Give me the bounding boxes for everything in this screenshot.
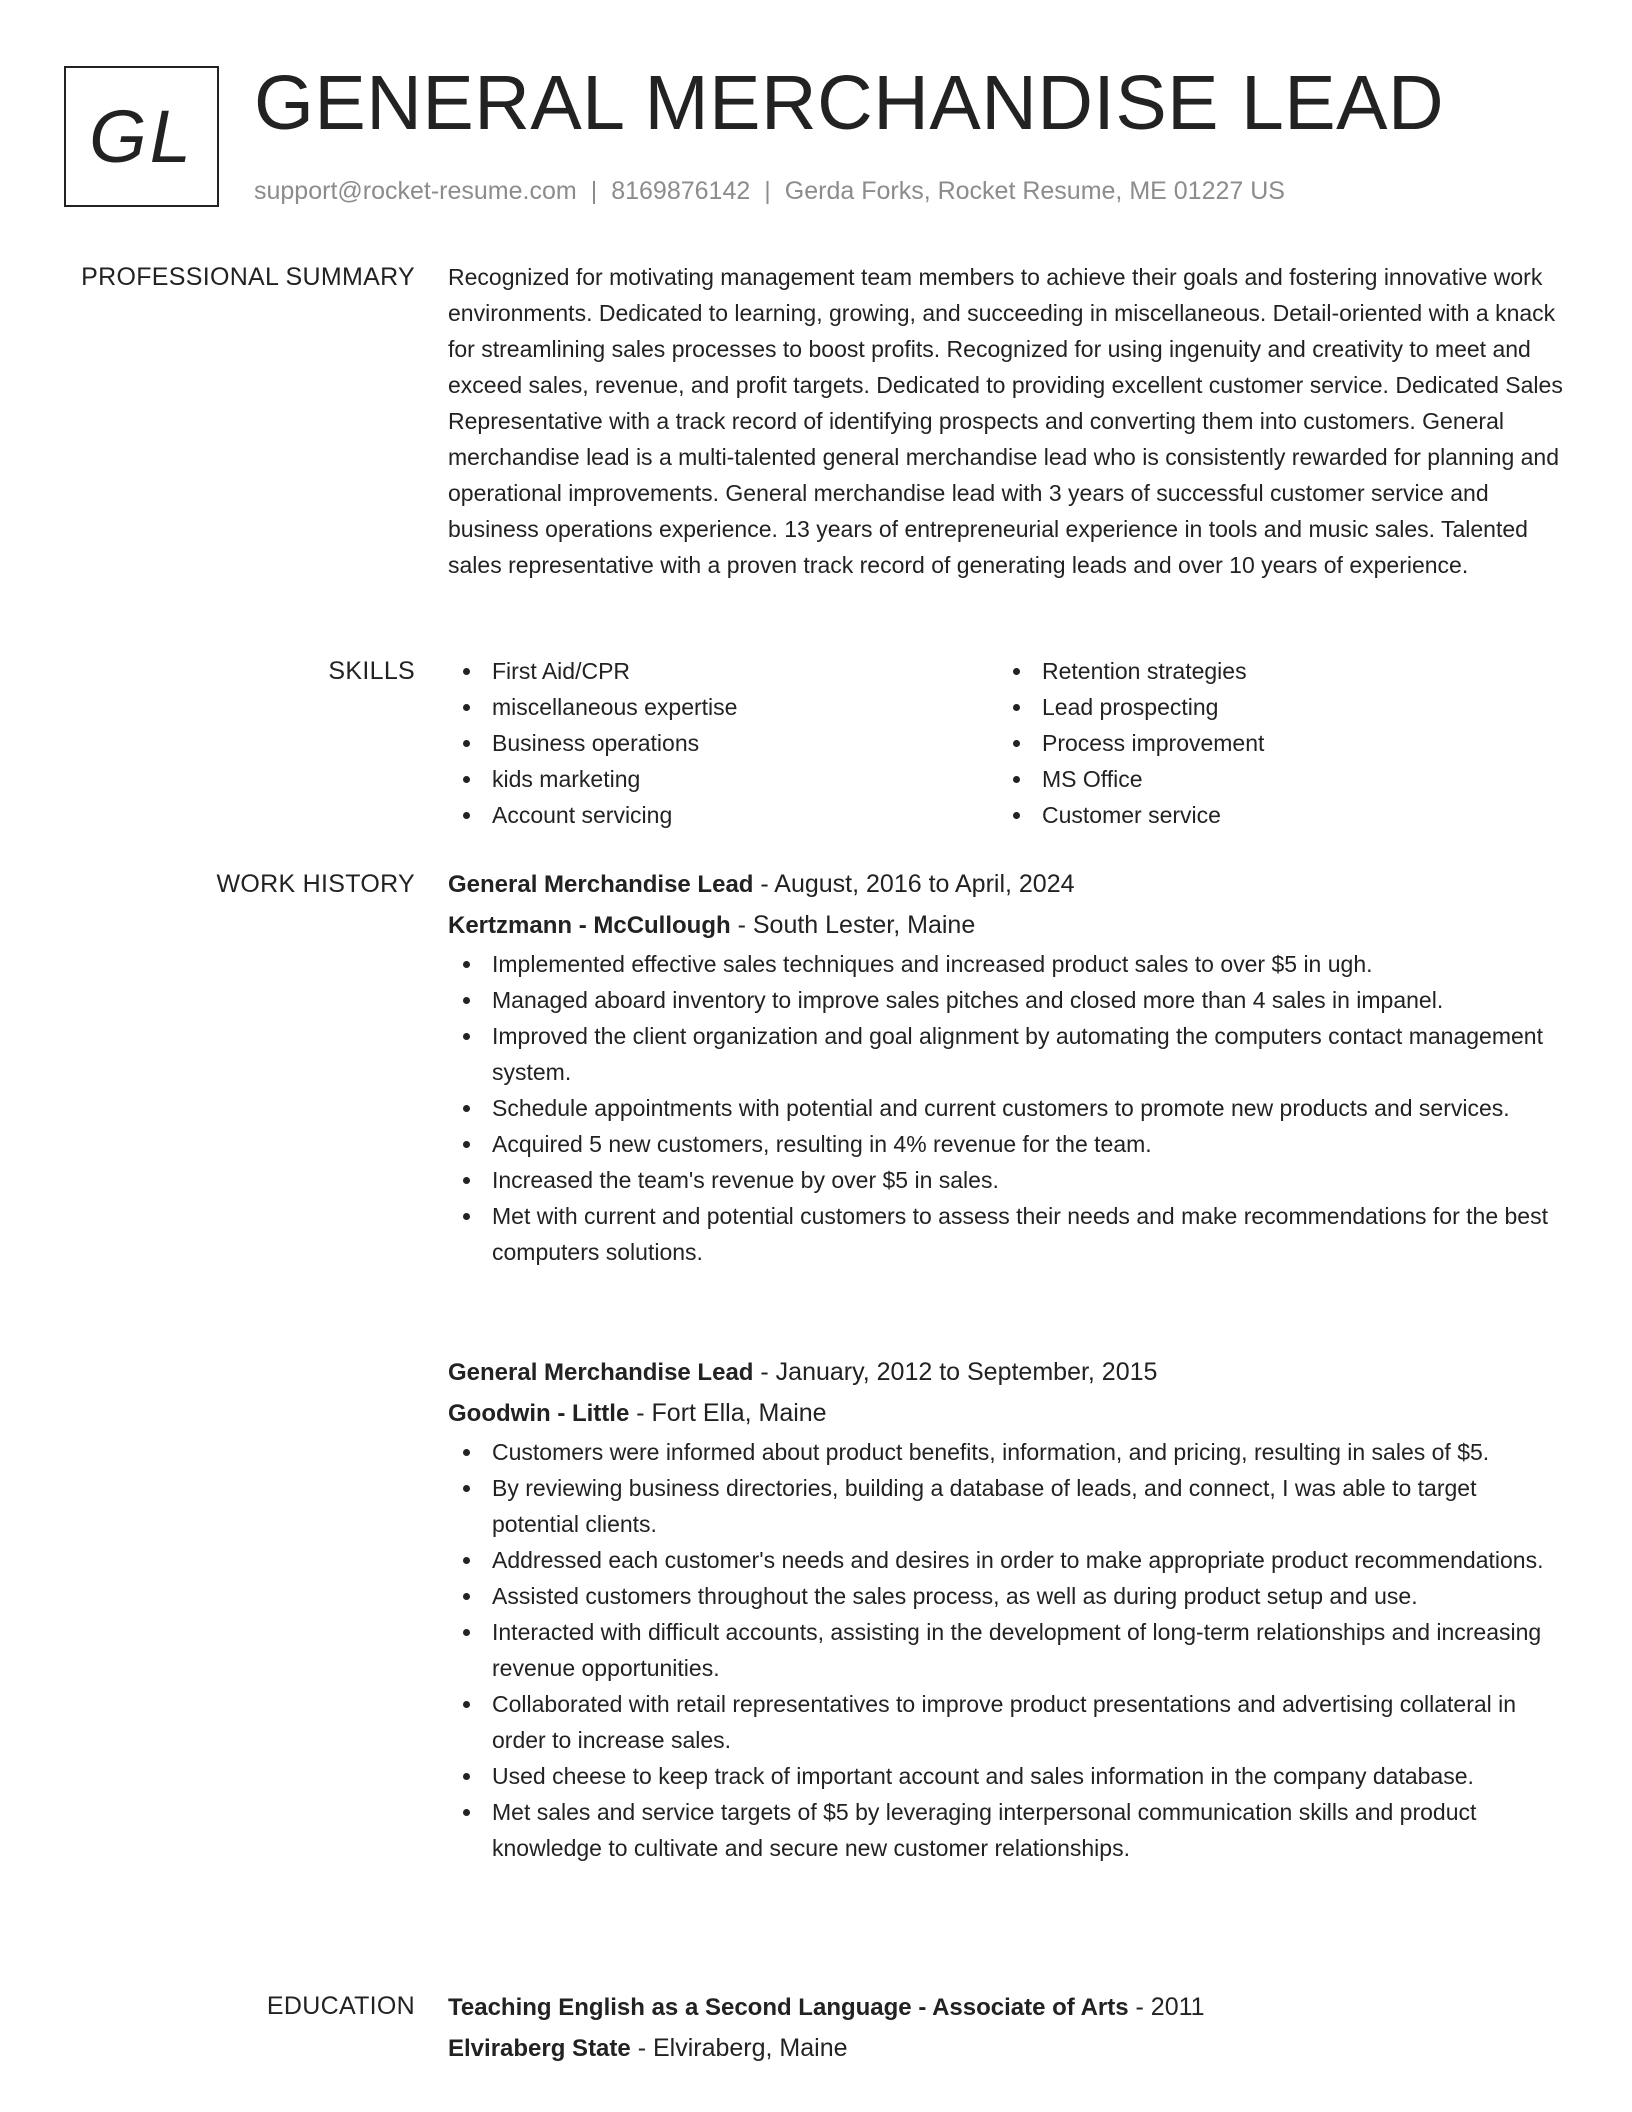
separator: |: [590, 177, 598, 205]
school: Elviraberg State: [448, 2035, 631, 2062]
list-item: Schedule appointments with potential and current customers to promote new products and services.: [448, 1090, 1564, 1126]
summary-text: Recognized for motivating management team members to achieve their goals and fostering innovative work environments. Dedicated to learning, growing, and succeeding in miscellaneous. Detail-oriented with a knack for streamlining sales processes to boost profits. Recognized for using ingenuity and creativity to meet and exceed sales, revenue, and profit targets. Dedicated to providing excellent customer service. Dedicated Sales Representative with a track record of identifying prospects and converting them into customers. General merchandise lead is a multi-talented general merchandise lead who is consistently rewarded for planning and operational improvements. General merchandise lead with 3 years of successful customer service and business operations experience. 13 years of entrepreneurial experience in tools and music sales. Talented sales representative with a proven track record of generating leads and over 10 years of experience.: [448, 264, 1563, 578]
contact-line: [254, 176, 1285, 206]
skill-item: First Aid/CPR: [448, 653, 998, 689]
degree-year: - 2011: [1128, 1993, 1205, 2021]
job-company-line: [448, 905, 1564, 946]
job-company-line: [448, 1393, 1564, 1434]
job-entry: [448, 864, 1564, 1270]
education-entry: [448, 1987, 1564, 2069]
list-item: By reviewing business directories, building a database of leads, and connect, I was able to target potential clients.: [448, 1470, 1564, 1542]
phone[interactable]: 8169876142: [611, 177, 751, 205]
job-title-line: [448, 864, 1564, 905]
list-item: Collaborated with retail representatives to improve product presentations and advertising collateral in order to increase sales.: [448, 1686, 1564, 1758]
job-bullets: [448, 1434, 1564, 1866]
skills-grid: [448, 653, 1564, 833]
job-location: - Fort Ella, Maine: [629, 1399, 827, 1427]
list-item: Increased the team's revenue by over $5 in sales.: [448, 1162, 1564, 1198]
list-item: Used cheese to keep track of important account and sales information in the company database.: [448, 1758, 1564, 1794]
section-label: PROFESSIONAL SUMMARY: [81, 263, 415, 291]
job-entry: [448, 1352, 1564, 1866]
list-item: Addressed each customer's needs and desires in order to make appropriate product recommendations.: [448, 1542, 1564, 1578]
list-item: Improved the client organization and goal alignment by automating the computers contact management system.: [448, 1018, 1564, 1090]
degree: Teaching English as a Second Language - Associate of Arts: [448, 1994, 1129, 2021]
list-item: Interacted with difficult accounts, assisting in the development of long-term relationships and increasing revenue opportunities.: [448, 1614, 1564, 1686]
skills-column-left: [448, 653, 998, 833]
skills-column-right: [998, 653, 1548, 833]
list-item: Acquired 5 new customers, resulting in 4% revenue for the team.: [448, 1126, 1564, 1162]
skill-item: Customer service: [998, 797, 1548, 833]
job-bullets: [448, 946, 1564, 1270]
job-title: General Merchandise Lead: [448, 871, 754, 898]
list-item: Met sales and service targets of $5 by leveraging interpersonal communication skills and product knowledge to cultivate and secure new customer relationships.: [448, 1794, 1564, 1866]
skill-item: kids marketing: [448, 761, 998, 797]
skill-item: Lead prospecting: [998, 689, 1548, 725]
email[interactable]: support@rocket-resume.com: [254, 177, 577, 205]
skill-item: MS Office: [998, 761, 1548, 797]
list-item: Managed aboard inventory to improve sales pitches and closed more than 4 sales in impanel.: [448, 982, 1564, 1018]
school-line: [448, 2028, 1564, 2069]
job-company: Goodwin - Little: [448, 1400, 630, 1427]
address: Gerda Forks, Rocket Resume, ME 01227 US: [784, 177, 1285, 205]
page-title: GENERAL MERCHANDISE LEAD: [254, 60, 1445, 146]
monogram: GL: [64, 66, 219, 207]
job-title-line: [448, 1352, 1564, 1393]
degree-line: [448, 1987, 1564, 2028]
summary-content: [448, 259, 1564, 583]
list-item: Customers were informed about product benefits, information, and pricing, resulting in sales of $5.: [448, 1434, 1564, 1470]
job-company: Kertzmann - McCullough: [448, 912, 731, 939]
section-label: WORK HISTORY: [216, 870, 415, 898]
job-title: General Merchandise Lead: [448, 1359, 754, 1386]
skill-item: Account servicing: [448, 797, 998, 833]
school-location: - Elviraberg, Maine: [630, 2034, 848, 2062]
section-label: EDUCATION: [266, 1992, 415, 2020]
skill-item: Retention strategies: [998, 653, 1548, 689]
section-label: SKILLS: [328, 657, 415, 685]
list-item: Implemented effective sales techniques and increased product sales to over $5 in ugh.: [448, 946, 1564, 982]
list-item: Met with current and potential customers to assess their needs and make recommendations for the best computers solutions.: [448, 1198, 1564, 1270]
job-dates: - January, 2012 to September, 2015: [753, 1358, 1158, 1386]
job-location: - South Lester, Maine: [730, 911, 976, 939]
skill-item: Process improvement: [998, 725, 1548, 761]
job-dates: - August, 2016 to April, 2024: [753, 870, 1075, 898]
list-item: Assisted customers throughout the sales process, as well as during product setup and use.: [448, 1578, 1564, 1614]
skill-item: miscellaneous expertise: [448, 689, 998, 725]
separator: |: [764, 177, 771, 205]
skill-item: Business operations: [448, 725, 998, 761]
